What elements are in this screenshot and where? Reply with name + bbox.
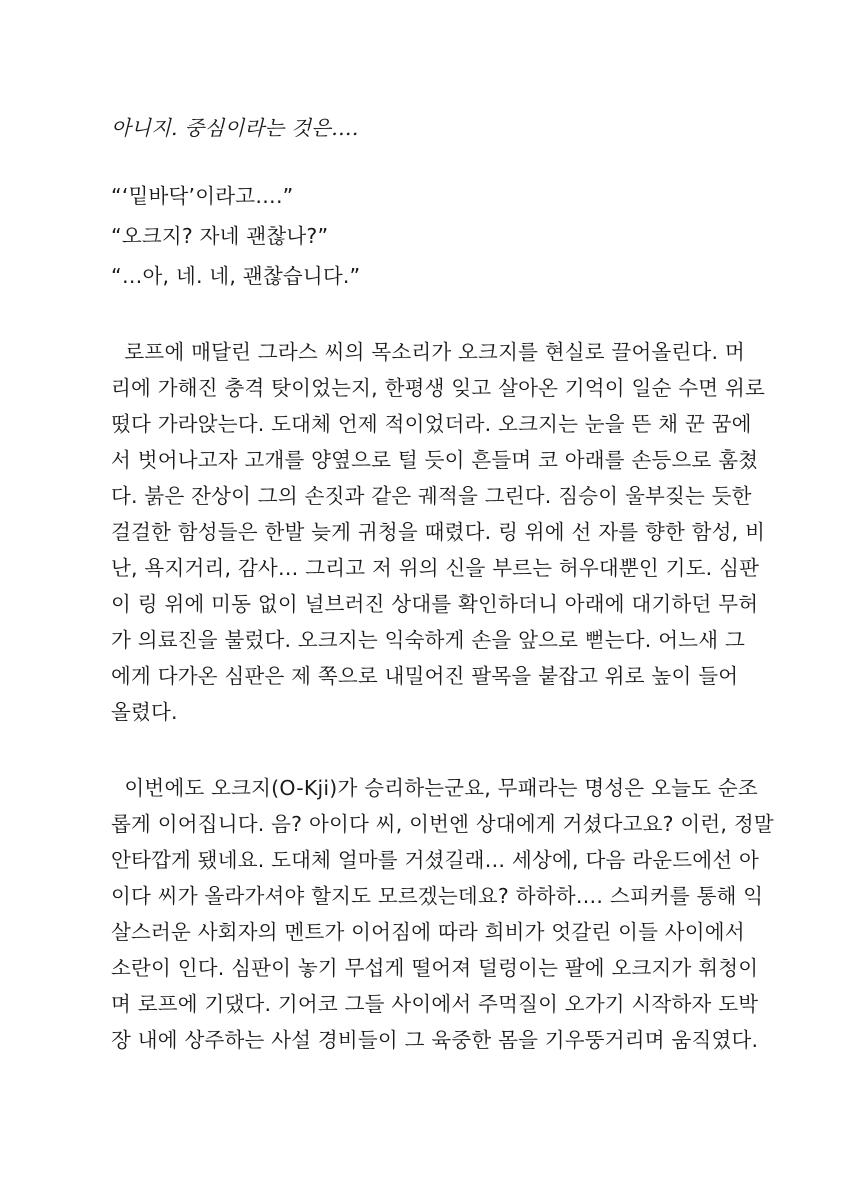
paragraph-2-line: 이다 씨가 올라가셔야 할지도 모르겠는데요? 하하하…. 스피커를 통해 익: [111, 884, 764, 908]
paragraph-1-line: 에게 다가온 심판은 제 쪽으로 내밀어진 팔목을 붙잡고 위로 높이 들어: [111, 664, 739, 688]
dialogue-line: “…아, 네. 네, 괜찮습니다.”: [111, 264, 361, 288]
paragraph-1-line: 가 의료진을 불렀다. 오크지는 익숙하게 손을 앞으로 뻗는다. 어느새 그: [111, 628, 745, 652]
paragraph-2-line: 이번에도 오크지(O-Kji)가 승리하는군요, 무패라는 명성은 오늘도 순조: [111, 776, 758, 800]
paragraph-1-line: 올렸다.: [111, 700, 178, 724]
paragraph-2-line: 안타깝게 됐네요. 도대체 얼마를 거셨길래… 세상에, 다음 라운드에선 아: [111, 848, 759, 872]
paragraph-1-line: 떴다 가라앉는다. 도대체 언제 적이었더라. 오크지는 눈을 뜬 채 꾼 꿈에: [111, 412, 752, 436]
paragraph-1-line: 리에 가해진 충격 탓이었는지, 한평생 잊고 살아온 기억이 일순 수면 위로: [111, 376, 765, 400]
dialogue-line: “오크지? 자네 괜찮나?”: [111, 224, 329, 248]
italic-thought-line: 아니지. 중심이라는 것은….: [111, 116, 359, 140]
paragraph-2-line: 소란이 인다. 심판이 놓기 무섭게 떨어져 덜렁이는 팔에 오크지가 휘청이: [111, 956, 759, 980]
paragraph-1-line: 이 링 위에 미동 없이 널브러진 상대를 확인하더니 아래에 대기하던 무허: [111, 592, 759, 616]
paragraph-1-line: 걸걸한 함성들은 한발 늦게 귀청을 때렸다. 링 위에 선 자를 향한 함성, 비: [111, 520, 766, 544]
paragraph-1-line: 난, 욕지거리, 감사… 그리고 저 위의 신을 부르는 허우대뿐인 기도. 심판: [111, 556, 760, 580]
paragraph-2-line: 장 내에 상주하는 사설 경비들이 그 육중한 몸을 기우뚱거리며 움직였다.: [111, 1028, 759, 1052]
paragraph-2-line: 살스러운 사회자의 멘트가 이어짐에 따라 희비가 엇갈린 이들 사이에서: [111, 920, 745, 944]
paragraph-2-line: 며 로프에 기댔다. 기어코 그들 사이에서 주먹질이 오가기 시작하자 도박: [111, 992, 759, 1016]
paragraph-1-line: 로프에 매달린 그라스 씨의 목소리가 오크지를 현실로 끌어올린다. 머: [111, 340, 745, 364]
dialogue-line: “‘밑바닥’이라고….”: [111, 184, 294, 208]
paragraph-1-line: 서 벗어나고자 고개를 양옆으로 털 듯이 흔들며 코 아래를 손등으로 훔쳤: [111, 448, 759, 472]
paragraph-1-line: 다. 붉은 잔상이 그의 손짓과 같은 궤적을 그린다. 짐승이 울부짖는 듯한: [111, 484, 752, 508]
paragraph-2-line: 롭게 이어집니다. 음? 아이다 씨, 이번엔 상대에게 거셨다고요? 이런, 정말: [111, 812, 774, 836]
